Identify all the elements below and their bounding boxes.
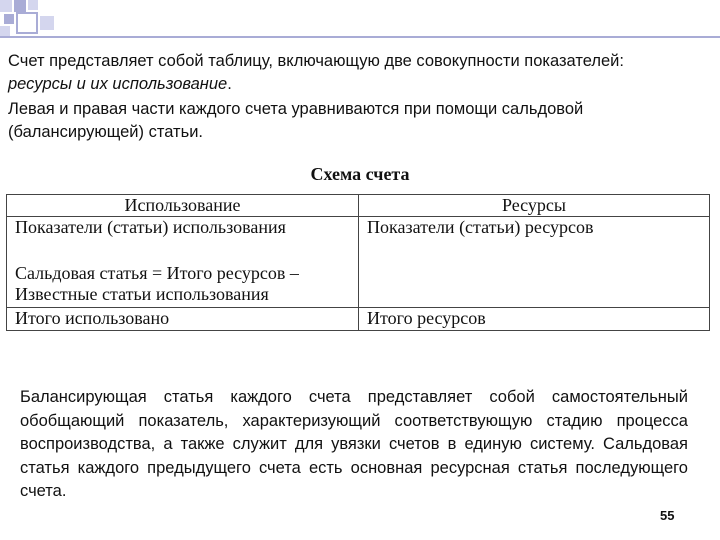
deco-square	[0, 26, 10, 36]
table-row	[7, 308, 710, 331]
deco-square	[28, 0, 38, 10]
table-row	[7, 217, 710, 308]
total-resources-cell: Итого ресурсов	[359, 308, 710, 331]
deco-square	[4, 14, 14, 24]
top-rule	[0, 36, 720, 38]
usage-items-cell	[7, 217, 359, 308]
deco-square	[16, 12, 38, 34]
scheme-title: Схема счета	[310, 164, 410, 184]
balance-item-text: Сальдовая статья = Итого ресурсов – Известные статьи использования	[15, 263, 299, 304]
deco-square	[40, 16, 54, 30]
account-scheme-table	[6, 194, 710, 331]
outro-paragraph: Балансирующая статья каждого счета представляет собой самостоятельный обобщающий показатель, характеризующий соответствующую стадию процесса воспроизводства, а также служит для увязки счетов в единую систему. Сальдовая статья каждого предыдущего счета есть основная ресурсная статья последующего счета.	[20, 388, 688, 500]
intro-line1: Счет представляет собой таблицу, включающую две совокупности показателей:	[8, 52, 624, 70]
page-number: 55	[660, 508, 675, 523]
header-usage: Использование	[7, 195, 359, 217]
intro-period: .	[227, 75, 232, 93]
header-resources: Ресурсы	[359, 195, 710, 217]
deco-square	[14, 0, 26, 12]
intro-paragraph-2: Левая и правая части каждого счета уравниваются при помощи сальдовой (балансирующей) статьи.	[8, 100, 584, 141]
usage-items-text: Показатели (статьи) использования	[15, 217, 286, 237]
table-header-row	[7, 195, 710, 217]
intro-text	[8, 50, 708, 144]
intro-paragraph-1	[8, 50, 708, 96]
resource-items-cell: Показатели (статьи) ресурсов	[359, 217, 710, 308]
intro-italic-phrase: ресурсы и их использование	[8, 75, 228, 93]
corner-decoration	[0, 0, 720, 40]
deco-square	[0, 0, 12, 12]
total-used-cell: Итого использовано	[7, 308, 359, 331]
